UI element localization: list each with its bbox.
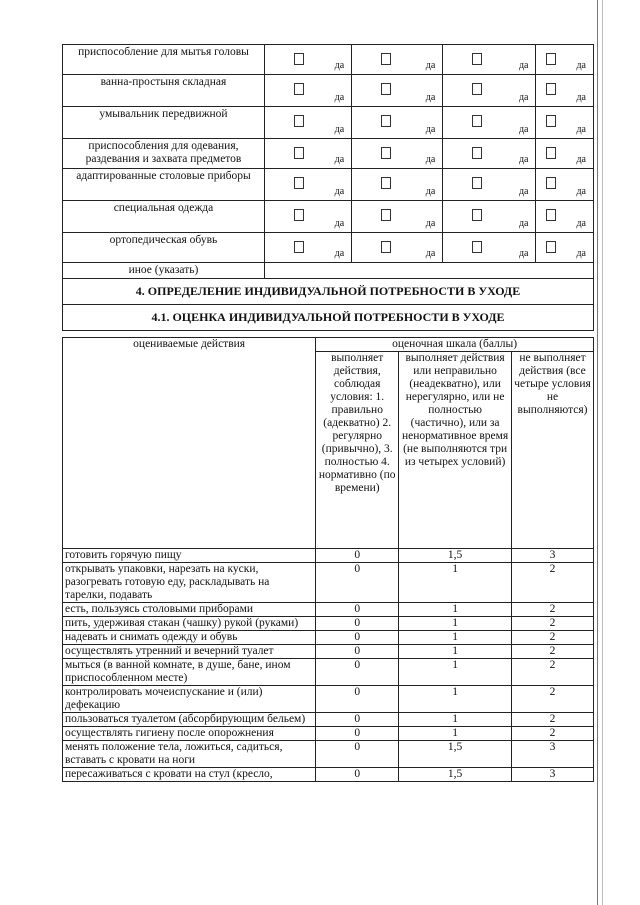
score-cell-3: 2: [512, 563, 594, 603]
checkbox-label: да: [334, 248, 345, 259]
checkbox-label: да: [425, 186, 436, 197]
checkbox-label: да: [518, 218, 529, 229]
checkbox-label: да: [576, 218, 586, 229]
score-cell-1: 0: [316, 631, 399, 645]
score-cell-1: 0: [316, 741, 399, 768]
checkbox-label: да: [425, 92, 436, 103]
assessment-row: [63, 768, 594, 782]
checkbox-label: да: [576, 124, 586, 135]
score-cell-1: 0: [316, 713, 399, 727]
score-cell-3: 2: [512, 645, 594, 659]
action-cell: осуществлять гигиену после опорожнения: [63, 727, 316, 741]
score-cell-2: 1: [399, 617, 512, 631]
scale-header-1: выполняет действия, соблюдая условия: 1. правильно (адекватно) 2. регулярно (привычно), 3. полностью 4. нормативно (по времени): [316, 352, 399, 549]
score-cell-2: 1: [399, 645, 512, 659]
checkbox-icon[interactable]: [546, 241, 556, 253]
checkbox-icon[interactable]: [546, 147, 556, 159]
checkbox-cell[interactable]: [536, 201, 594, 233]
score-cell-3: 2: [512, 727, 594, 741]
score-cell-3: 2: [512, 617, 594, 631]
checkbox-icon[interactable]: [294, 115, 304, 127]
checkbox-label: да: [518, 154, 529, 165]
checkbox-cell[interactable]: [352, 75, 443, 107]
checkbox-label: да: [334, 154, 345, 165]
checkbox-icon[interactable]: [546, 53, 556, 65]
score-cell-2: 1: [399, 727, 512, 741]
score-cell-2: 1,5: [399, 768, 512, 782]
col-actions-header: оцениваемые действия: [63, 338, 316, 549]
checkbox-label: да: [576, 60, 586, 71]
checkbox-icon[interactable]: [294, 147, 304, 159]
page-edge-line: [597, 0, 598, 905]
checkbox-label: да: [425, 60, 436, 71]
checkbox-label: да: [576, 154, 586, 165]
section-4-title: 4. ОПРЕДЕЛЕНИЕ ИНДИВИДУАЛЬНОЙ ПОТРЕБНОСТИ В УХОДЕ: [63, 279, 594, 305]
device-label: ортопедическая обувь: [63, 233, 265, 263]
score-cell-3: 2: [512, 631, 594, 645]
checkbox-cell[interactable]: [264, 169, 351, 201]
section-4-1-title: 4.1. ОЦЕНКА ИНДИВИДУАЛЬНОЙ ПОТРЕБНОСТИ В УХОДЕ: [63, 305, 594, 331]
checkbox-cell[interactable]: [443, 107, 536, 139]
checkbox-label: да: [576, 92, 586, 103]
score-cell-2: 1: [399, 631, 512, 645]
score-cell-3: 3: [512, 768, 594, 782]
device-row: [63, 107, 594, 139]
checkbox-label: да: [518, 248, 529, 259]
checkbox-icon[interactable]: [472, 115, 482, 127]
score-cell-1: 0: [316, 549, 399, 563]
score-cell-2: 1: [399, 713, 512, 727]
assessment-row: [63, 631, 594, 645]
checkbox-label: да: [334, 92, 345, 103]
checkbox-label: да: [576, 248, 586, 259]
checkbox-cell[interactable]: [264, 45, 351, 75]
checkbox-label: да: [334, 186, 345, 197]
checkbox-label: да: [425, 124, 436, 135]
checkbox-cell[interactable]: [536, 233, 594, 263]
checkbox-label: да: [425, 248, 436, 259]
checkbox-icon[interactable]: [472, 53, 482, 65]
checkbox-cell[interactable]: [352, 45, 443, 75]
score-cell-1: 0: [316, 768, 399, 782]
action-cell: есть, пользуясь столовыми приборами: [63, 603, 316, 617]
checkbox-label: да: [518, 186, 529, 197]
checkbox-cell[interactable]: [536, 107, 594, 139]
action-cell: пересаживаться с кровати на стул (кресло,: [63, 768, 316, 782]
checkbox-cell[interactable]: [443, 169, 536, 201]
device-label: умывальник передвижной: [63, 107, 265, 139]
checkbox-icon[interactable]: [381, 147, 391, 159]
checkbox-icon[interactable]: [472, 83, 482, 95]
action-cell: пользоваться туалетом (абсорбирующим бельем): [63, 713, 316, 727]
device-label: ванна-простыня складная: [63, 75, 265, 107]
checkbox-cell[interactable]: [264, 107, 351, 139]
checkbox-cell[interactable]: [536, 139, 594, 169]
checkbox-label: да: [518, 60, 529, 71]
assessment-row: [63, 617, 594, 631]
checkbox-label: да: [518, 124, 529, 135]
checkbox-label: да: [425, 218, 436, 229]
score-cell-2: 1: [399, 659, 512, 686]
checkbox-label: да: [518, 92, 529, 103]
action-cell: контролировать мочеиспускание и (или) дефекацию: [63, 686, 316, 713]
action-cell: открывать упаковки, нарезать на куски, разогревать готовую еду, раскладывать на тарелки, подавать: [63, 563, 316, 603]
score-cell-2: 1: [399, 563, 512, 603]
checkbox-icon[interactable]: [294, 241, 304, 253]
checkbox-cell[interactable]: [352, 233, 443, 263]
checkbox-cell[interactable]: [352, 107, 443, 139]
checkbox-icon[interactable]: [546, 83, 556, 95]
checkbox-cell[interactable]: [264, 75, 351, 107]
score-cell-1: 0: [316, 686, 399, 713]
checkbox-icon[interactable]: [472, 241, 482, 253]
scale-header-2: выполняет действия или неправильно (неадекватно), или нерегулярно, или не полностью (частично), или за ненормативное время (не выполняются три из четырех условий): [399, 352, 512, 549]
checkbox-cell[interactable]: [352, 139, 443, 169]
device-label: специальная одежда: [63, 201, 265, 233]
checkbox-icon[interactable]: [472, 147, 482, 159]
checkbox-cell[interactable]: [536, 45, 594, 75]
checkbox-cell[interactable]: [443, 75, 536, 107]
score-cell-3: 2: [512, 713, 594, 727]
checkbox-cell[interactable]: [443, 45, 536, 75]
checkbox-icon[interactable]: [472, 209, 482, 221]
action-cell: мыться (в ванной комнате, в душе, бане, ином приспособленном месте): [63, 659, 316, 686]
assessment-row: [63, 659, 594, 686]
device-row: [63, 233, 594, 263]
checkbox-cell[interactable]: [264, 233, 351, 263]
action-cell: готовить горячую пищу: [63, 549, 316, 563]
score-cell-1: 0: [316, 645, 399, 659]
checkbox-icon[interactable]: [381, 241, 391, 253]
score-cell-3: 2: [512, 603, 594, 617]
checkbox-label: да: [576, 186, 586, 197]
checkbox-label: да: [425, 154, 436, 165]
assessment-row: [63, 741, 594, 768]
checkbox-icon[interactable]: [294, 53, 304, 65]
device-label: приспособление для мытья головы: [63, 45, 265, 75]
score-cell-3: 3: [512, 741, 594, 768]
score-cell-1: 0: [316, 603, 399, 617]
checkbox-cell[interactable]: [443, 233, 536, 263]
score-cell-2: 1: [399, 603, 512, 617]
device-row: [63, 45, 594, 75]
score-cell-2: 1: [399, 686, 512, 713]
checkbox-icon[interactable]: [294, 177, 304, 189]
checkbox-cell[interactable]: [352, 201, 443, 233]
checkbox-cell[interactable]: [443, 201, 536, 233]
col-scale-header: оценочная шкала (баллы): [316, 338, 594, 352]
score-cell-1: 0: [316, 617, 399, 631]
checkbox-cell[interactable]: [352, 169, 443, 201]
checkbox-cell[interactable]: [536, 75, 594, 107]
device-table: [62, 44, 594, 331]
action-cell: пить, удерживая стакан (чашку) рукой (руками): [63, 617, 316, 631]
checkbox-icon[interactable]: [381, 177, 391, 189]
checkbox-cell[interactable]: [264, 201, 351, 233]
checkbox-icon[interactable]: [381, 83, 391, 95]
device-row: [63, 201, 594, 233]
action-cell: осуществлять утренний и вечерний туалет: [63, 645, 316, 659]
assessment-table: [62, 337, 594, 782]
checkbox-icon[interactable]: [546, 115, 556, 127]
scale-header-3: не выполняет действия (все четыре условия не выполняются): [512, 352, 594, 549]
checkbox-cell[interactable]: [536, 169, 594, 201]
other-value-cell[interactable]: [264, 263, 593, 279]
device-row: [63, 75, 594, 107]
checkbox-icon[interactable]: [381, 115, 391, 127]
checkbox-icon[interactable]: [294, 209, 304, 221]
assessment-row: [63, 645, 594, 659]
score-cell-3: 2: [512, 686, 594, 713]
checkbox-icon[interactable]: [546, 209, 556, 221]
assessment-row: [63, 549, 594, 563]
device-label: адаптированные столовые приборы: [63, 169, 265, 201]
action-cell: надевать и снимать одежду и обувь: [63, 631, 316, 645]
checkbox-icon[interactable]: [472, 177, 482, 189]
score-cell-1: 0: [316, 659, 399, 686]
score-cell-3: 2: [512, 659, 594, 686]
device-row: [63, 169, 594, 201]
checkbox-cell[interactable]: [264, 139, 351, 169]
checkbox-cell[interactable]: [443, 139, 536, 169]
checkbox-label: да: [334, 124, 345, 135]
score-cell-1: 0: [316, 563, 399, 603]
checkbox-icon[interactable]: [546, 177, 556, 189]
checkbox-icon[interactable]: [294, 83, 304, 95]
score-cell-1: 0: [316, 727, 399, 741]
other-label: иное (указать): [63, 263, 265, 279]
checkbox-label: да: [334, 60, 345, 71]
assessment-row: [63, 727, 594, 741]
device-label: приспособления для одевания, раздевания и захвата предметов: [63, 139, 265, 169]
checkbox-icon[interactable]: [381, 53, 391, 65]
score-cell-2: 1,5: [399, 741, 512, 768]
assessment-row: [63, 686, 594, 713]
assessment-row: [63, 713, 594, 727]
score-cell-2: 1,5: [399, 549, 512, 563]
page-edge-line-2: [602, 0, 603, 905]
assessment-row: [63, 563, 594, 603]
checkbox-label: да: [334, 218, 345, 229]
checkbox-icon[interactable]: [381, 209, 391, 221]
action-cell: менять положение тела, ложиться, садиться, вставать с кровати на ноги: [63, 741, 316, 768]
device-row: [63, 139, 594, 169]
score-cell-3: 3: [512, 549, 594, 563]
assessment-row: [63, 603, 594, 617]
